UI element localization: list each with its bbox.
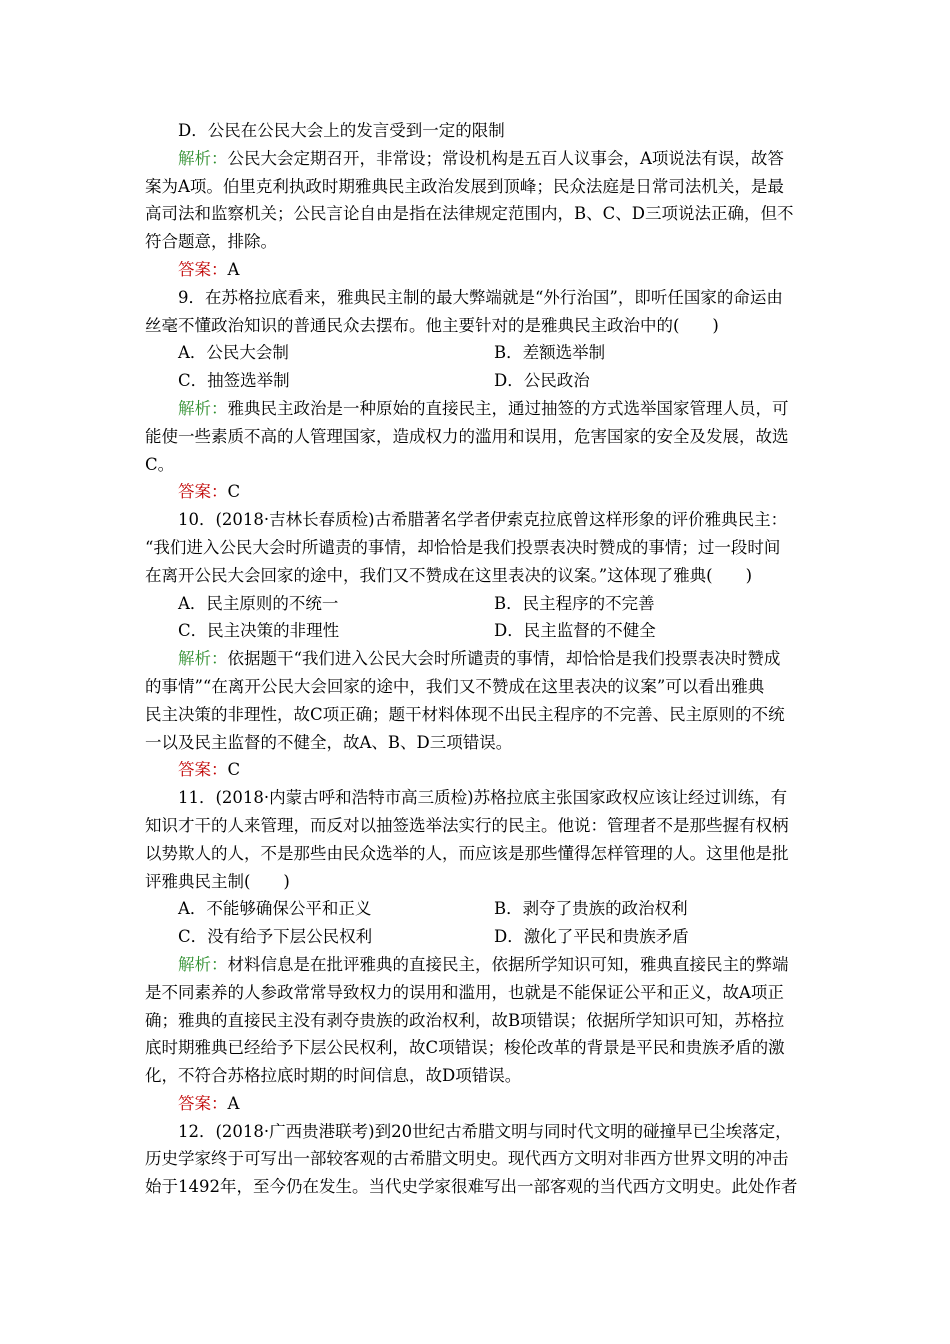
analysis-line: 解析：公民大会定期召开，非常设；常设机构是五百人议事会，A项说法有误，故答 [178,148,784,168]
answer-line: 答案：A [178,1093,240,1113]
answer-label: 答案： [178,482,228,502]
option-a: A．不能够确保公平和正义 [178,899,372,919]
analysis-line: 解析：材料信息是在批评雅典的直接民主，依据所学知识可知，雅典直接民主的弊端 [178,954,789,974]
option-row [145,590,810,618]
analysis-label: 解析： [178,148,228,168]
question-stem: 评雅典民主制( ) [145,871,290,891]
question-stem: 10．(2018·吉林长春质检)古希腊著名学者伊索克拉底曾这样形象的评价雅典民主： [178,510,788,530]
analysis-line: 能使一些素质不高的人管理国家，造成权力的滥用和误用，危害国家的安全及发展，故选 [145,426,789,446]
option-row [145,923,810,951]
option-row [145,367,810,395]
option-d-q8: D．公民在公民大会上的发言受到一定的限制 [178,121,505,140]
analysis-line: 化，不符合苏格拉底时期的时间信息，故D项错误。 [145,1066,522,1086]
question-stem: “我们进入公民大会时所谴责的事情，却恰恰是我们投票表决时赞成的事情；过一段时间 [145,537,781,557]
option-c: C．没有给予下层公民权利 [178,927,373,947]
question-stem: 在离开公民大会回家的途中，我们又不赞成在这里表决的议案。”这体现了雅典( ) [145,565,753,585]
option-d: D．民主监督的不健全 [494,621,656,641]
option-row [145,617,810,645]
option-b: B．剥夺了贵族的政治权利 [494,899,688,919]
analysis-line: 底时期雅典已经给予下层公民权利，故C项错误；梭伦改革的背景是平民和贵族矛盾的激 [145,1038,785,1058]
analysis-line: 解析：依据题干“我们进入公民大会时所谴责的事情，却恰恰是我们投票表决时赞成 [178,649,781,669]
analysis-line: 的事情”“在离开公民大会回家的途中，我们又不赞成在这里表决的议案”可以看出雅典 [145,676,765,696]
answer-line: 答案：C [178,760,241,780]
analysis-label: 解析： [178,398,228,418]
question-stem: 11．(2018·内蒙古呼和浩特市高三质检)苏格拉底主张国家政权应该让经过训练，有 [178,788,788,808]
option-d: D．公民政治 [494,371,590,391]
option-b: B．民主程序的不完善 [494,593,655,613]
option-row [145,339,810,367]
question-stem: 知识才干的人来管理，而反对以抽签选举法实行的民主。他说：管理者不是那些握有权柄 [145,815,789,835]
analysis-line: 确；雅典的直接民主没有剥夺贵族的政治权利，故B项错误；依据所学知识可知，苏格拉 [145,1010,785,1030]
option-row [145,895,810,923]
answer-label: 答案： [178,259,228,279]
analysis-label: 解析： [178,954,228,974]
option-c: C．抽签选举制 [178,371,290,391]
document-body [145,117,810,1201]
analysis-line: 案为A项。伯里克利执政时期雅典民主政治发展到顶峰；民众法庭是日常司法机关，是最 [145,176,784,196]
option-d: D．激化了平民和贵族矛盾 [494,927,689,947]
analysis-label: 解析： [178,649,228,669]
analysis-line: 解析：雅典民主政治是一种原始的直接民主，通过抽签的方式选举国家管理人员，可 [178,398,789,418]
answer-label: 答案： [178,760,228,780]
question-stem: 丝毫不懂政治知识的普通民众去摆布。他主要针对的是雅典民主政治中的( ) [145,315,719,335]
question-stem: 9．在苏格拉底看来，雅典民主制的最大弊端就是“外行治国”，即听任国家的命运由 [178,287,783,307]
question-stem: 以势欺人的人，不是那些由民众选举的人，而应该是那些懂得怎样管理的人。这里他是批 [145,843,789,863]
question-stem: 12．(2018·广西贵港联考)到20世纪古希腊文明与同时代文明的碰撞早已尘埃落定， [178,1121,792,1141]
analysis-line: 符合题意，排除。 [145,232,277,252]
answer-line: 答案：A [178,259,240,279]
option-a: A．民主原则的不统一 [178,593,339,613]
question-stem: 历史学家终于可写出一部较客观的古希腊文明史。现代西方文明对非西方世界文明的冲击 [145,1149,789,1169]
option-a: A．公民大会制 [178,343,289,363]
analysis-line: 是不同素养的人参政常常导致权力的误用和滥用，也就是不能保证公平和正义，故A项正 [145,982,784,1002]
question-stem: 始于1492年，至今仍在发生。当代史学家很难写出一部客观的当代西方文明史。此处作者 [145,1177,798,1197]
answer-line: 答案：C [178,482,241,502]
analysis-line: 高司法和监察机关；公民言论自由是指在法律规定范围内，B、C、D三项说法正确，但不 [145,204,794,224]
analysis-line: 一以及民主监督的不健全，故A、B、D三项错误。 [145,732,513,752]
analysis-line: C。 [145,454,175,474]
option-b: B．差额选举制 [494,343,606,363]
answer-label: 答案： [178,1093,228,1113]
option-c: C．民主决策的非理性 [178,621,340,641]
analysis-line: 民主决策的非理性，故C项正确；题干材料体现不出民主程序的不完善、民主原则的不统 [145,704,785,724]
